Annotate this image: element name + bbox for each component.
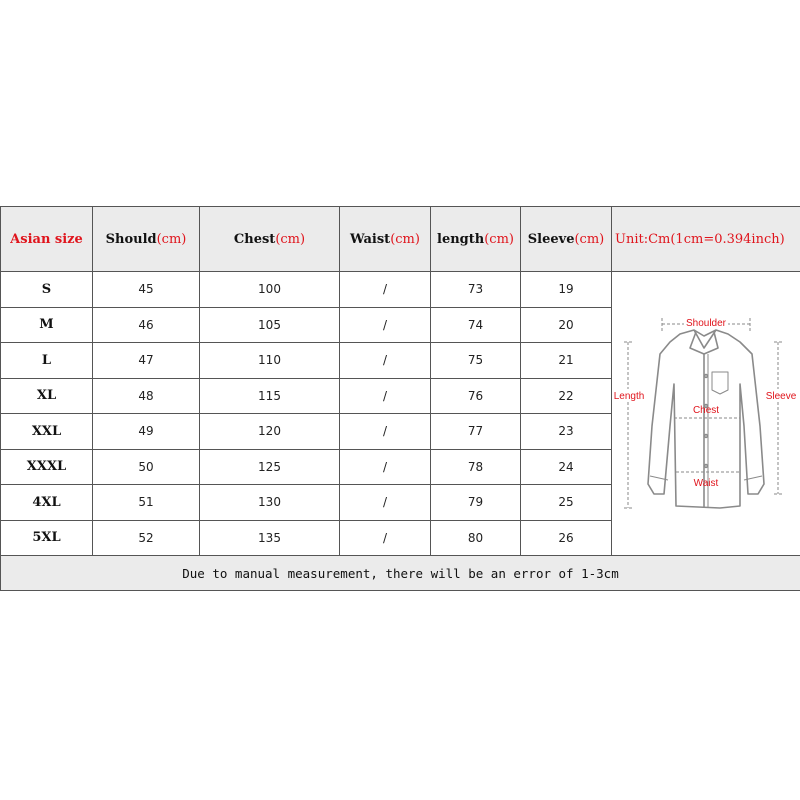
- sleeve-cell: 25: [521, 485, 612, 521]
- shoulder-cell: 52: [93, 520, 200, 556]
- size-cell: S: [1, 272, 93, 308]
- header-label: Should: [105, 231, 157, 247]
- chest-cell: 130: [200, 485, 340, 521]
- length-cell: 75: [431, 343, 521, 379]
- chest-cell: 115: [200, 378, 340, 414]
- length-cell: 79: [431, 485, 521, 521]
- header-chest: [200, 207, 340, 272]
- header-asian-size: Asian size: [1, 207, 93, 272]
- size-cell: M: [1, 307, 93, 343]
- chest-cell: 135: [200, 520, 340, 556]
- header-sleeve: [521, 207, 612, 272]
- length-cell: 74: [431, 307, 521, 343]
- waist-cell: /: [340, 449, 431, 485]
- waist-cell: /: [340, 307, 431, 343]
- size-cell: 5XL: [1, 520, 93, 556]
- length-cell: 73: [431, 272, 521, 308]
- header-row: [1, 207, 800, 272]
- header-label: Waist: [350, 231, 391, 247]
- footer-row: [1, 556, 800, 591]
- shoulder-cell: 48: [93, 378, 200, 414]
- waist-cell: /: [340, 272, 431, 308]
- waist-cell: /: [340, 520, 431, 556]
- sleeve-cell: 19: [521, 272, 612, 308]
- sleeve-cell: 21: [521, 343, 612, 379]
- header-label: Sleeve: [527, 231, 575, 247]
- shoulder-cell: 47: [93, 343, 200, 379]
- shirt-measure-illustration: [612, 276, 799, 551]
- size-chart: [0, 206, 800, 594]
- shoulder-cell: 49: [93, 414, 200, 450]
- shoulder-cell: 50: [93, 449, 200, 485]
- header-unit: (cm): [484, 231, 514, 247]
- size-cell: XXL: [1, 414, 93, 450]
- waist-cell: /: [340, 378, 431, 414]
- waist-cell: /: [340, 485, 431, 521]
- sleeve-cell: 24: [521, 449, 612, 485]
- sleeve-cell: 22: [521, 378, 612, 414]
- header-length: [431, 207, 521, 272]
- waist-cell: /: [340, 343, 431, 379]
- measurement-error-note: Due to manual measurement, there will be an error of 1-3cm: [1, 556, 800, 591]
- length-cell: 78: [431, 449, 521, 485]
- length-cell: 80: [431, 520, 521, 556]
- sleeve-label: Sleeve: [765, 391, 797, 402]
- header-shoulder: [93, 207, 200, 272]
- size-cell: L: [1, 343, 93, 379]
- shoulder-cell: 51: [93, 485, 200, 521]
- unit-conversion-note: Unit:Cm(1cm=0.394inch): [612, 207, 800, 272]
- header-label: Chest: [233, 231, 276, 247]
- table-row: [1, 272, 800, 308]
- header-waist: [340, 207, 431, 272]
- sleeve-cell: 23: [521, 414, 612, 450]
- chest-cell: 105: [200, 307, 340, 343]
- shirt-diagram: [612, 272, 800, 556]
- size-cell: XXXL: [1, 449, 93, 485]
- length-cell: 76: [431, 378, 521, 414]
- shoulder-cell: 45: [93, 272, 200, 308]
- header-unit: (cm): [390, 231, 420, 247]
- sleeve-cell: 20: [521, 307, 612, 343]
- length-cell: 77: [431, 414, 521, 450]
- header-unit: (cm): [275, 231, 306, 247]
- shoulder-label: Shoulder: [685, 318, 727, 329]
- chest-label: Chest: [692, 405, 720, 416]
- sleeve-cell: 26: [521, 520, 612, 556]
- size-cell: 4XL: [1, 485, 93, 521]
- chest-cell: 125: [200, 449, 340, 485]
- length-label: Length: [613, 391, 645, 402]
- waist-label: Waist: [693, 478, 719, 489]
- chest-cell: 120: [200, 414, 340, 450]
- shoulder-cell: 46: [93, 307, 200, 343]
- chest-cell: 100: [200, 272, 340, 308]
- header-label: length: [437, 231, 485, 247]
- header-unit: (cm): [156, 231, 187, 247]
- size-table: [0, 206, 800, 591]
- waist-cell: /: [340, 414, 431, 450]
- chest-cell: 110: [200, 343, 340, 379]
- size-cell: XL: [1, 378, 93, 414]
- header-unit: (cm): [574, 231, 605, 247]
